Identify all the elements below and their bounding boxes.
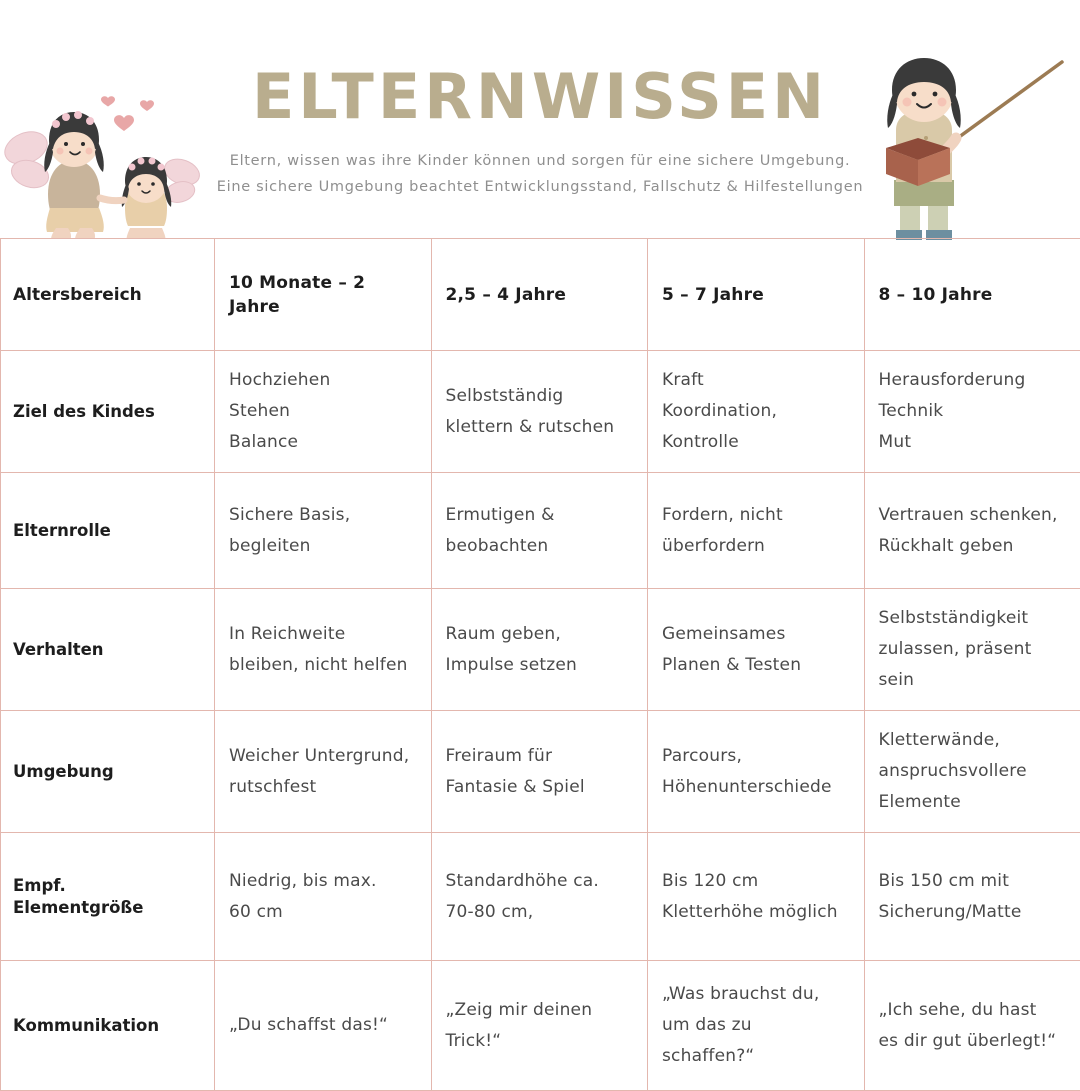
cell-line: Niedrig, bis max. xyxy=(229,866,415,897)
cell-verhalten-age-4 xyxy=(864,589,1080,711)
cell-line: Standardhöhe ca. xyxy=(446,866,632,897)
cell-line: es dir gut überlegt!“ xyxy=(879,1026,1065,1057)
cell-elementgroesse-age-1 xyxy=(215,833,432,961)
cell-elementgroesse-age-2 xyxy=(431,833,648,961)
cell-line: Stehen xyxy=(229,396,415,427)
cell-line: überfordern xyxy=(662,531,848,562)
cell-line: Kletterhöhe möglich xyxy=(662,897,848,928)
cell-line: zulassen, präsent xyxy=(879,634,1065,665)
column-header-altersbereich: Altersbereich xyxy=(1,239,215,351)
table-row xyxy=(1,961,1080,1091)
cell-line: Sichere Basis, xyxy=(229,500,415,531)
cell-line: Selbstständigkeit xyxy=(879,603,1065,634)
cell-elternrolle-age-1 xyxy=(215,473,432,589)
cell-line: Balance xyxy=(229,427,415,458)
cell-verhalten-age-3 xyxy=(648,589,865,711)
cell-kommunikation-age-1 xyxy=(215,961,432,1091)
page-subtitle xyxy=(0,148,1080,200)
elternwissen-table-container xyxy=(0,238,1080,1091)
cell-umgebung-age-1 xyxy=(215,711,432,833)
page-subtitle-line-1: Eltern, wissen was ihre Kinder können und sorgen für eine sichere Umgebung. xyxy=(0,148,1080,174)
cell-line: Herausforderung xyxy=(879,365,1065,396)
cell-kommunikation-age-4 xyxy=(864,961,1080,1091)
column-header-age-2: 2,5 – 4 Jahre xyxy=(431,239,648,351)
cell-line: Ermutigen & xyxy=(446,500,632,531)
cell-line: „Was brauchst du, xyxy=(662,979,848,1010)
cell-line: rutschfest xyxy=(229,772,415,803)
cell-line: „Ich sehe, du hast xyxy=(879,995,1065,1026)
cell-ziel-age-2 xyxy=(431,351,648,473)
cell-line: 60 cm xyxy=(229,897,415,928)
row-label-empf-elementgroesse: Empf. Elementgröße xyxy=(1,833,215,961)
cell-ziel-age-3 xyxy=(648,351,865,473)
column-header-age-3: 5 – 7 Jahre xyxy=(648,239,865,351)
column-header-age-1: 10 Monate – 2 Jahre xyxy=(215,239,432,351)
cell-line: schaffen?“ xyxy=(662,1041,848,1072)
cell-ziel-age-1 xyxy=(215,351,432,473)
table-row xyxy=(1,833,1080,961)
cell-umgebung-age-3 xyxy=(648,711,865,833)
cell-line: beobachten xyxy=(446,531,632,562)
cell-line: Rückhalt geben xyxy=(879,531,1065,562)
cell-line: klettern & rutschen xyxy=(446,412,632,443)
cell-elternrolle-age-2 xyxy=(431,473,648,589)
table-row xyxy=(1,711,1080,833)
cell-elementgroesse-age-3 xyxy=(648,833,865,961)
cell-elementgroesse-age-4 xyxy=(864,833,1080,961)
cell-line: In Reichweite xyxy=(229,619,415,650)
cell-line: „Zeig mir deinen xyxy=(446,995,632,1026)
table-row xyxy=(1,589,1080,711)
cell-line: sein xyxy=(879,665,1065,696)
row-label-umgebung: Umgebung xyxy=(1,711,215,833)
cell-ziel-age-4 xyxy=(864,351,1080,473)
cell-line: Hochziehen xyxy=(229,365,415,396)
table-row xyxy=(1,351,1080,473)
cell-verhalten-age-2 xyxy=(431,589,648,711)
table-row xyxy=(1,473,1080,589)
cell-line: um das zu xyxy=(662,1010,848,1041)
cell-kommunikation-age-2 xyxy=(431,961,648,1091)
page-title: ELTERNWISSEN xyxy=(0,66,1080,128)
cell-line: Elemente xyxy=(879,787,1065,818)
cell-line: Höhenunterschiede xyxy=(662,772,848,803)
cell-line: Impulse setzen xyxy=(446,650,632,681)
cell-line: anspruchsvollere xyxy=(879,756,1065,787)
cell-line: Selbstständig xyxy=(446,381,632,412)
cell-line: Sicherung/Matte xyxy=(879,897,1065,928)
cell-line: Freiraum für xyxy=(446,741,632,772)
cell-line: Trick!“ xyxy=(446,1026,632,1057)
cell-line: 70-80 cm, xyxy=(446,897,632,928)
cell-line: Bis 150 cm mit xyxy=(879,866,1065,897)
cell-line: Bis 120 cm xyxy=(662,866,848,897)
cell-line: Fordern, nicht xyxy=(662,500,848,531)
cell-line: Kontrolle xyxy=(662,427,848,458)
page-subtitle-line-2: Eine sichere Umgebung beachtet Entwicklungsstand, Fallschutz & Hilfestellungen xyxy=(0,174,1080,200)
cell-elternrolle-age-3 xyxy=(648,473,865,589)
cell-line: Weicher Untergrund, xyxy=(229,741,415,772)
cell-line: „Du schaffst das!“ xyxy=(229,1010,415,1041)
cell-line: Gemeinsames xyxy=(662,619,848,650)
row-label-verhalten: Verhalten xyxy=(1,589,215,711)
cell-line: bleiben, nicht helfen xyxy=(229,650,415,681)
cell-verhalten-age-1 xyxy=(215,589,432,711)
elternwissen-table xyxy=(0,238,1080,1091)
cell-line: Kraft xyxy=(662,365,848,396)
cell-line: Fantasie & Spiel xyxy=(446,772,632,803)
cell-line: Koordination, xyxy=(662,396,848,427)
table-header-row xyxy=(1,239,1080,351)
row-label-elternrolle: Elternrolle xyxy=(1,473,215,589)
cell-line: Raum geben, xyxy=(446,619,632,650)
cell-line: Mut xyxy=(879,427,1065,458)
cell-line: Parcours, xyxy=(662,741,848,772)
cell-line: Planen & Testen xyxy=(662,650,848,681)
cell-elternrolle-age-4 xyxy=(864,473,1080,589)
cell-line: Kletterwände, xyxy=(879,725,1065,756)
row-label-ziel-des-kindes: Ziel des Kindes xyxy=(1,351,215,473)
column-header-age-4: 8 – 10 Jahre xyxy=(864,239,1080,351)
cell-kommunikation-age-3 xyxy=(648,961,865,1091)
cell-line: Technik xyxy=(879,396,1065,427)
cell-line: begleiten xyxy=(229,531,415,562)
cell-umgebung-age-2 xyxy=(431,711,648,833)
page-header xyxy=(0,0,1080,238)
row-label-kommunikation: Kommunikation xyxy=(1,961,215,1091)
cell-umgebung-age-4 xyxy=(864,711,1080,833)
cell-line: Vertrauen schenken, xyxy=(879,500,1065,531)
